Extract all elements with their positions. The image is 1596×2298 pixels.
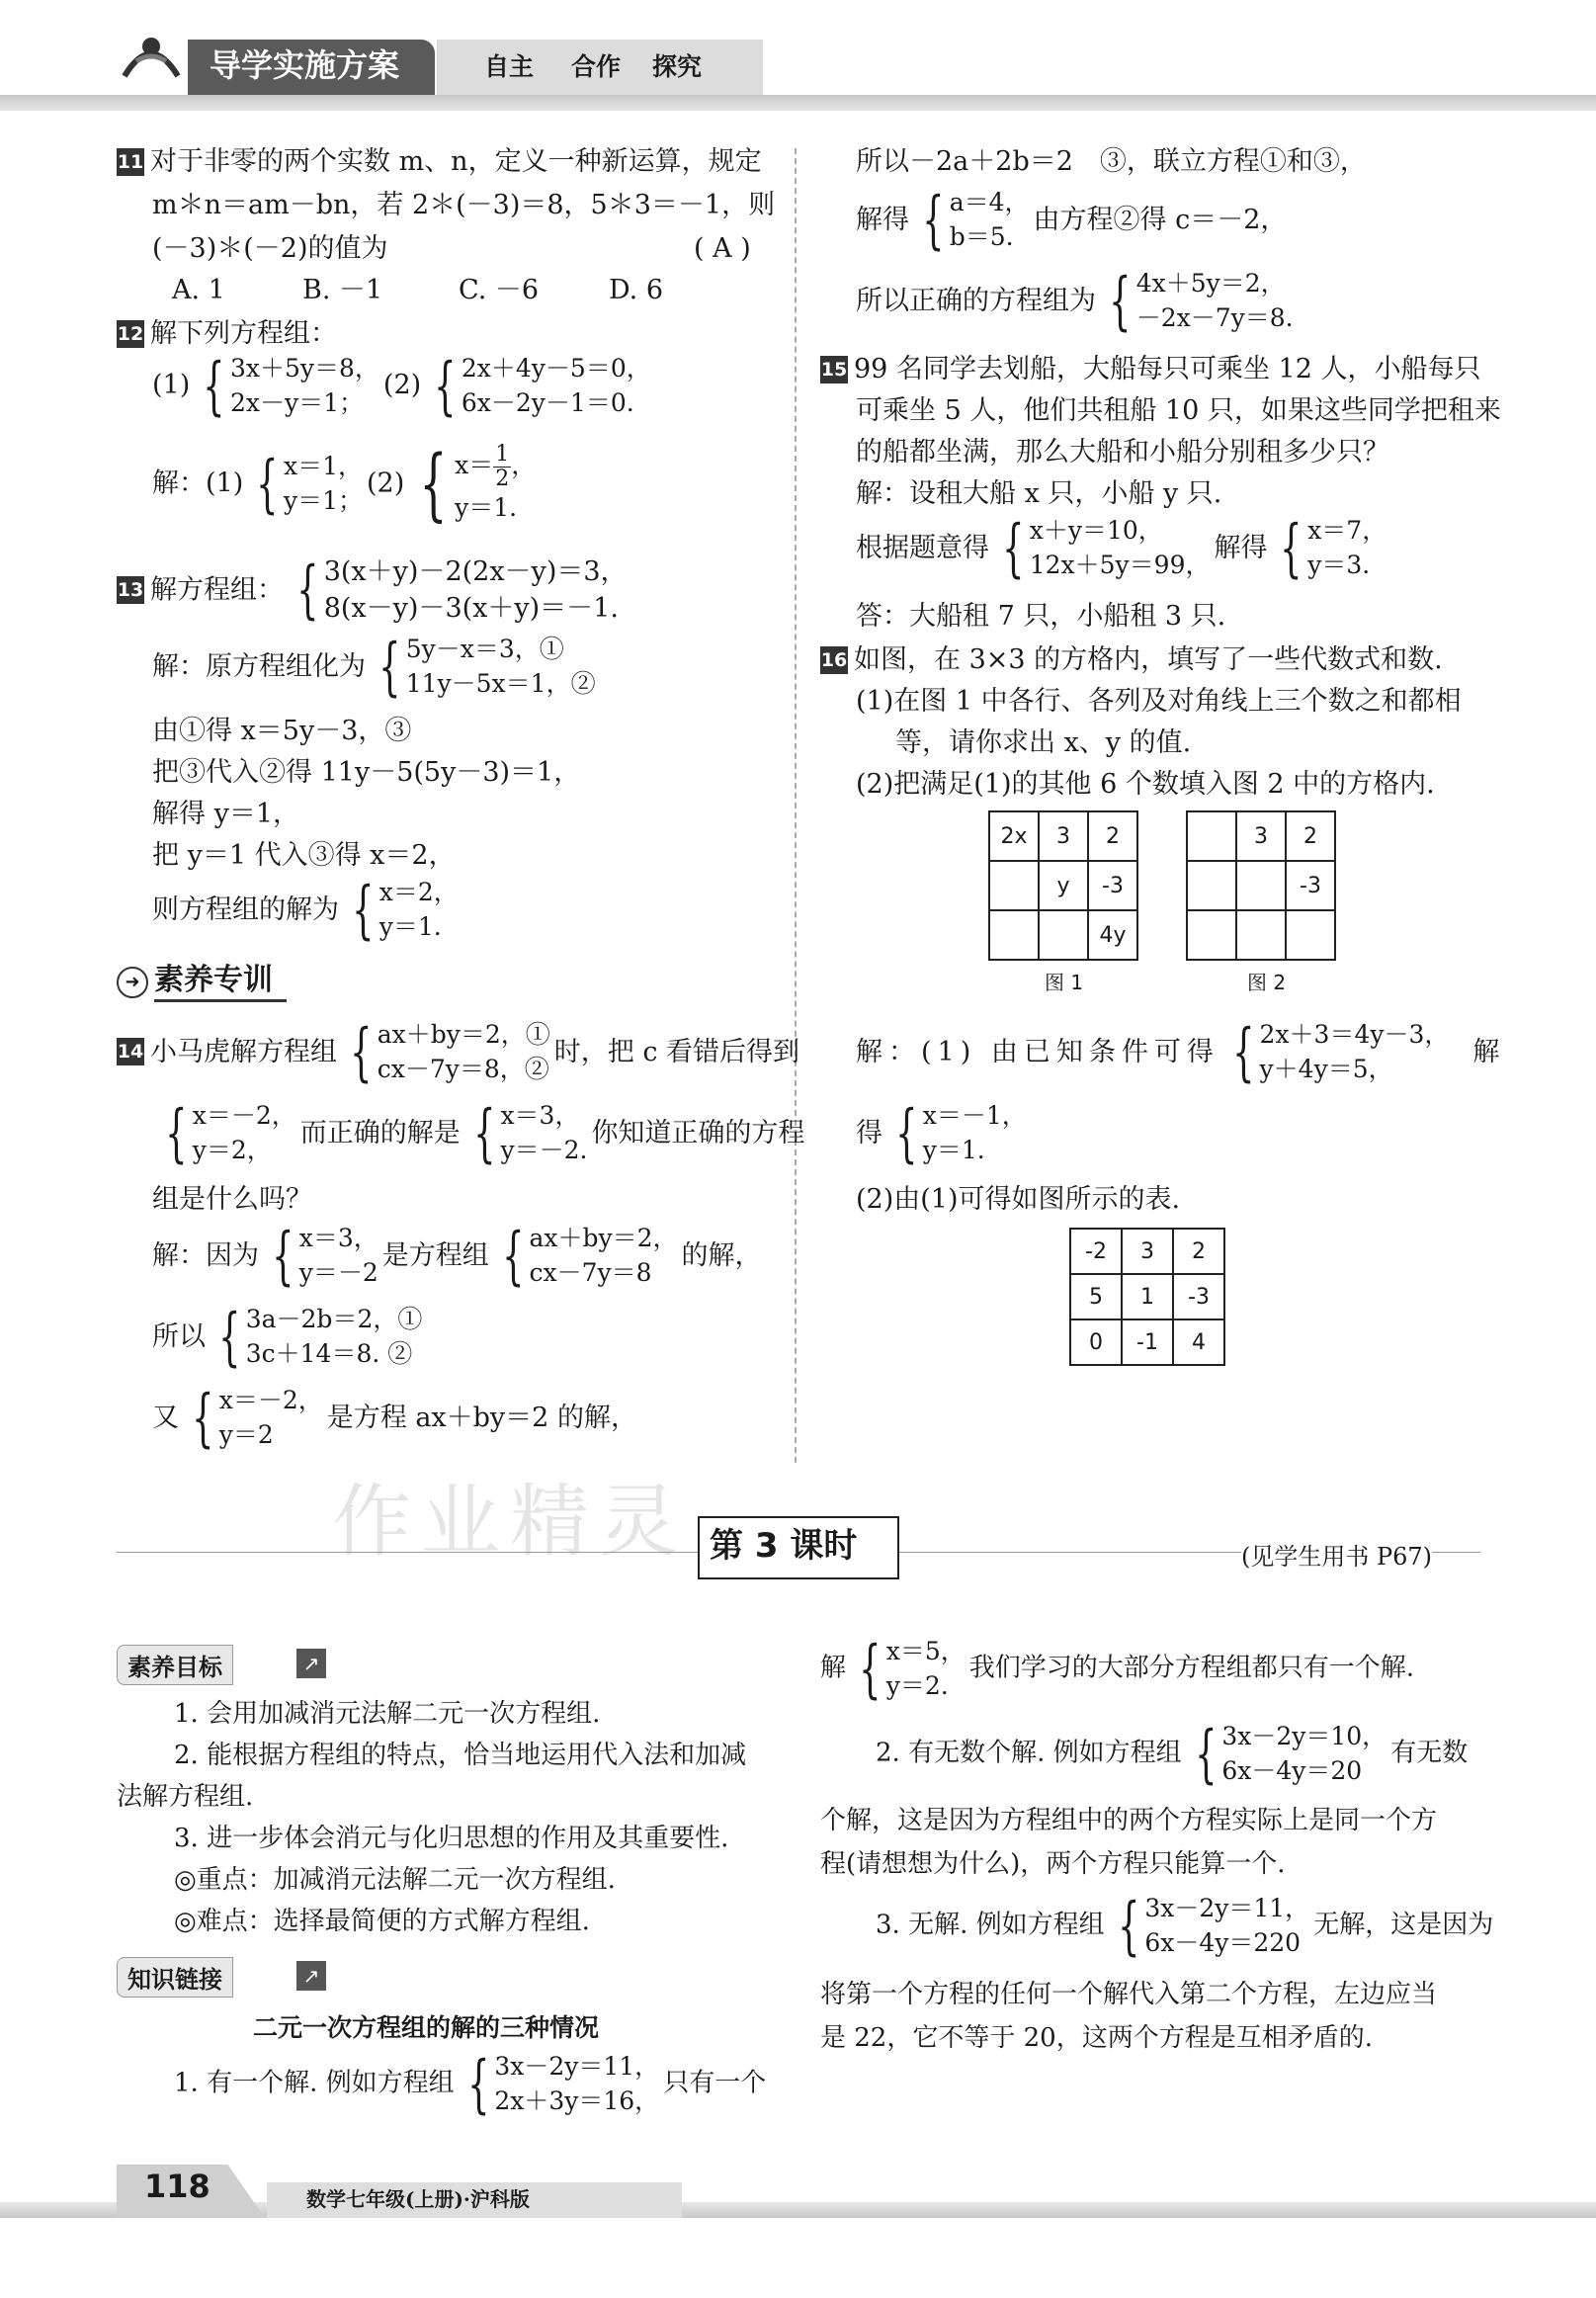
goals-key-point: ◎重点：加减消元法解二元一次方程组. [174,1865,616,1895]
grid-cell [989,910,1039,960]
knowledge-case2-line2: 个解，这是因为方程组中的两个方程实际上是同一个方 [820,1806,1438,1835]
knowledge-case3: 3. 无解. 例如方程组 { 3x－2y＝11， 6x－4y＝220 无解，这是因为 [876,1889,1494,1963]
q14-cont-line3: 所以正确的方程组为 { 4x＋5y＝2， －2x－7y＝8. [856,264,1294,338]
grid-cell: 2x [989,811,1039,861]
q15-line1: 15 99 名同学去划船，大船每只可乘坐 12 人，小船每只 [820,354,1481,384]
q11-line3: (－3)＊(－2)的值为 [152,233,388,264]
grid-cell: 2 [1173,1229,1224,1274]
q16-line1: 16 如图，在 3×3 的方格内，填写了一些代数式和数. [820,644,1443,675]
suyang-arrow-icon: ➜ [117,967,148,998]
q16-sol1: 解：(1) 由已知条件可得 { 2x＋3＝4y－3， y＋4y＝5， 解 [856,1015,1500,1089]
grid-row [989,861,1137,910]
grid-row [1070,1319,1224,1365]
q13-stem: 13 解方程组： { 3(x＋y)－2(2x－y)＝3， 8(x－y)－3(x＋y)＝－1. [117,553,628,628]
q12-solution: 解：(1) { x＝1， y＝1； (2) { x＝ $\frac{1}{2}$ ， y＝1. [152,437,537,530]
grid-cell: 4y [1088,910,1137,960]
knowledge-case1-cont: 解 { x＝5， y＝2. 我们学习的大部分方程组都只有一个解. [820,1632,1415,1706]
suyang-section-title: 素养专训 [154,961,287,1002]
footer-book-title: 数学七年级(上册)·沪科版 [306,2187,530,2211]
grid-cell: 2 [1088,811,1137,861]
q11-option-b: B. －1 [302,275,383,305]
q15-line2: 可乘坐 5 人，他们共租船 10 只，如果这些同学把租来 [856,395,1501,426]
q11-option-d: D. 6 [609,275,664,305]
q16-number: 16 [820,646,848,674]
q14-sol1: 解：因为 { x＝3， y＝－2 是方程组 { ax＋by＝2， cx－7y＝8 的解， [152,1219,762,1293]
knowledge-title: 二元一次方程组的解的三种情况 [253,2013,600,2042]
q12-number: 12 [117,320,144,348]
grid-row [989,811,1137,861]
q11-number: 11 [117,148,144,176]
grid-cell: -2 [1070,1229,1122,1274]
knowledge-arrow-icon: ↗ [296,1961,326,1991]
q16-figure-2-caption: 图 2 [1247,971,1287,994]
grid-row [1070,1274,1224,1319]
q14-cont-line1: 所以－2a＋2b＝2 ③，联立方程①和③， [856,146,1367,177]
grid-row [1187,811,1335,861]
grid-cell [1187,811,1236,861]
grid-cell: 3 [1122,1229,1173,1274]
header-bar [0,0,1596,111]
grid-cell: 4 [1173,1319,1224,1365]
footer-bar [0,2163,1596,2232]
grid-cell: 3 [1236,811,1286,861]
grid-cell: -3 [1173,1274,1224,1319]
q14-line2: { x＝－2， y＝2， 而正确的解是 { x＝3， y＝－2. 你知道正确的方程 [165,1096,805,1170]
grid-cell [1187,861,1236,910]
q14-line3: 组是什么吗？ [152,1184,312,1215]
grid-cell: 0 [1070,1319,1122,1365]
q11-option-c: C. －6 [459,275,540,305]
lesson-title: 第 3 课时 [710,1526,858,1566]
knowledge-case2-line3: 程(请想想为什么)，两个方程只能算一个. [820,1849,1286,1879]
q16-line3: 等，请你求出 x、y 的值. [895,727,1192,758]
grid-row [1187,861,1335,910]
grid-cell: 5 [1070,1274,1122,1319]
q16-sol2: 得 { x＝－1， y＝1. [856,1096,1027,1170]
watermark: 作业精灵 [332,1476,688,1568]
grid-cell: 3 [1039,811,1088,861]
knowledge-tag: 知识链接 [117,1957,233,1998]
grid-cell: 2 [1286,811,1335,861]
q15-sol1: 解：设租大船 x 只，小船 y 只. [856,478,1222,509]
grid-cell: 1 [1122,1274,1173,1319]
q13-step5: 把 y＝1 代入③得 x＝2， [152,840,456,871]
goals-line1: 1. 会用加减消元法解二元一次方程组. [174,1699,601,1729]
goals-difficulty: ◎难点：选择最简便的方式解方程组. [174,1907,590,1936]
q15-number: 15 [820,356,848,383]
header-logo-icon [117,22,186,91]
grid-cell: -3 [1286,861,1335,910]
q11-answer: ( A ) [694,233,751,264]
q13-step3: 把③代入②得 11y－5(5y－3)＝1， [152,757,581,788]
footer-page-number: 118 [144,2168,210,2205]
q16-figure-1 [988,810,1138,961]
q16-line4: (2)把满足(1)的其他 6 个数填入图 2 中的方格内. [856,769,1435,800]
grid-cell [989,861,1039,910]
grid-cell: -1 [1122,1319,1173,1365]
goals-line2: 2. 能根据方程组的特点，恰当地运用代入法和加减 [174,1741,747,1770]
q16-line2: (1)在图 1 中各行、各列及对角线上三个数之和都相 [856,686,1462,717]
knowledge-case1: 1. 有一个解. 例如方程组 { 3x－2y＝11， 2x＋3y＝16， 只有一个 [174,2047,767,2121]
goals-line3: 3. 进一步体会消元与化归思想的作用及其重要性. [174,1824,729,1853]
q13-step6: 则方程组的解为 { x＝2， y＝1. [152,873,459,947]
q11-line1: 11 对于非零的两个实数 m、n，定义一种新运算，规定 [117,146,762,177]
lesson-reference: (见学生用书 P67) [1241,1542,1432,1573]
q15-sol2: 根据题意得 { x＋y＝10， 12x＋5y＝99， 解得 { x＝7， y＝3. [856,511,1387,585]
knowledge-case3-line2: 将第一个方程的任何一个解代入第二个方程，左边应当 [820,1980,1438,2009]
q14-line1: 14 小马虎解方程组 { ax＋by＝2，① cx－7y＝8，② 时，把 c 看错后得到 [117,1015,800,1089]
grid-cell [1039,910,1088,960]
grid-cell [1187,910,1236,960]
q14-sol2: 所以 { 3a－2b＝2，① 3c＋14＝8. ② [152,1300,423,1374]
knowledge-case2: 2. 有无数个解. 例如方程组 { 3x－2y＝10， 6x－4y＝20 有无数 [876,1717,1469,1791]
q14-number: 14 [117,1038,144,1065]
grid-row [1187,910,1335,960]
q16-result-table [1069,1228,1225,1366]
goals-arrow-icon: ↗ [296,1649,326,1678]
grid-cell [1286,910,1335,960]
q14-cont-line2: 解得 { a＝4， b＝5. 由方程②得 c＝－2， [856,183,1288,257]
q15-answer: 答：大船租 7 只，小船租 3 只. [856,601,1226,632]
q12-systems: (1) { 3x＋5y＝8， 2x－y＝1； (2) { 2x＋4y－5＝0， 6x－2y－1＝0. [152,349,651,423]
q11-line2: m＊n＝am－bn，若 2＊(－3)＝8，5＊3＝－1，则 [152,190,776,220]
q13-step2: 由①得 x＝5y－3，③ [152,716,412,746]
column-divider [795,148,797,1463]
q16-figure-1-caption: 图 1 [1045,971,1084,994]
q16-sol3: (2)由(1)可得如图所示的表. [856,1184,1181,1215]
q11-option-a: A. 1 [172,275,225,305]
grid-cell: y [1039,861,1088,910]
grid-row [989,910,1137,960]
grid-cell [1236,861,1286,910]
goals-tag: 素养目标 [117,1645,233,1685]
grid-cell [1236,910,1286,960]
q13-number: 13 [117,576,144,604]
q12-stem: 12 解下列方程组： [117,318,337,349]
q13-step4: 解得 y＝1， [152,799,300,829]
knowledge-case3-line3: 是 22，它不等于 20，这两个方程是互相矛盾的. [820,2023,1373,2053]
header-motto-1: 自主 [484,52,535,81]
q16-figure-2 [1186,810,1336,961]
grid-cell: -3 [1088,861,1137,910]
header-motto-2: 合作 [571,52,622,81]
q13-step1: 解：原方程组化为 { 5y－x＝3，① 11y－5x＝1，② [152,630,596,704]
q15-line3: 的船都坐满，那么大船和小船分别租多少只？ [856,437,1389,468]
header-motto-3: 探究 [652,52,703,81]
header-series-title: 导学实施方案 [210,46,400,84]
goals-line2b: 法解方程组. [117,1782,254,1812]
grid-row [1070,1229,1224,1274]
q14-sol3: 又 { x＝－2， y＝2 是方程 ax＋by＝2 的解， [152,1381,637,1455]
